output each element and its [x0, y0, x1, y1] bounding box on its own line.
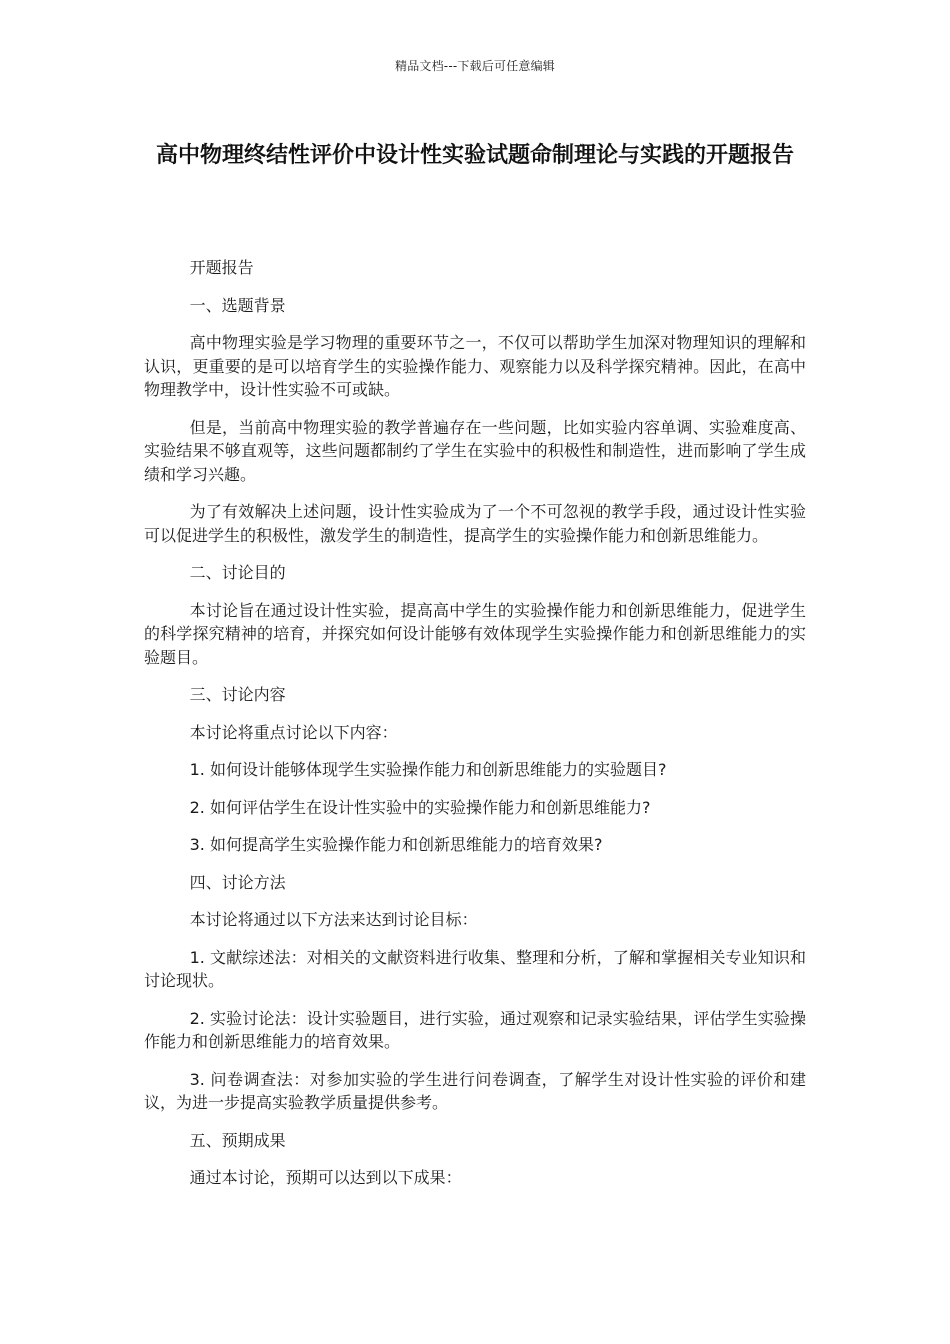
list-item-method-1: 1. 文献综述法：对相关的文献资料进行收集、整理和分析，了解和掌握相关专业知识和讨论现状。 [144, 947, 806, 990]
section-heading-method: 四、讨论方法 [189, 872, 286, 892]
paragraph-background-1: 高中物理实验是学习物理的重要环节之一，不仅可以帮助学生加深对物理知识的理解和认识，更重要的是可以培育学生的实验操作能力、观察能力以及科学探究精神。因此，在高中物理教学中，设计性实验不可或缺。 [144, 333, 806, 399]
document-body [144, 256, 806, 1204]
section-heading-background: 一、选题背景 [189, 295, 286, 315]
list-item-content-1: 1. 如何设计能够体现学生实验操作能力和创新思维能力的实验题目? [189, 760, 667, 779]
paragraph-content-intro: 本讨论将重点讨论以下内容： [189, 722, 398, 742]
paragraph-background-3: 为了有效解决上述问题，设计性实验成为了一个不可忽视的教学手段，通过设计性实验可以促进学生的积极性，激发学生的制造性，提高学生的实验操作能力和创新思维能力。 [144, 502, 806, 545]
paragraph-purpose: 本讨论旨在通过设计性实验，提高高中学生的实验操作能力和创新思维能力，促进学生的科学探究精神的培育，并探究如何设计能够有效体现学生实验操作能力和创新思维能力的实验题目。 [144, 600, 806, 667]
paragraph-outcomes-intro: 通过本讨论，预期可以达到以下成果： [189, 1168, 462, 1187]
section-heading-purpose: 二、讨论目的 [189, 563, 286, 582]
header-note: 精品文档---下载后可任意编辑 [395, 59, 555, 73]
list-item-content-3: 3. 如何提高学生实验操作能力和创新思维能力的培育效果? [189, 835, 603, 854]
list-item-method-2: 2. 实验讨论法：设计实验题目，进行实验，通过观察和记录实验结果，评估学生实验操作能力和创新思维能力的培育效果。 [144, 1008, 806, 1051]
paragraph-report-label: 开题报告 [189, 258, 254, 277]
section-heading-content: 三、讨论内容 [189, 685, 286, 704]
document-title: 高中物理终结性评价中设计性实验试题命制理论与实践的开题报告 [155, 143, 794, 168]
paragraph-method-intro: 本讨论将通过以下方法来达到讨论目标： [189, 910, 478, 929]
section-heading-outcomes: 五、预期成果 [189, 1130, 286, 1150]
list-item-method-3: 3. 问卷调查法：对参加实验的学生进行问卷调查，了解学生对设计性实验的评价和建议，为进一步提高实验教学质量提供参考。 [144, 1069, 806, 1112]
list-item-content-2: 2. 如何评估学生在设计性实验中的实验操作能力和创新思维能力? [189, 797, 651, 817]
paragraph-background-2: 但是，当前高中物理实验的教学普遍存在一些问题，比如实验内容单调、实验难度高、实验结果不够直观等，这些问题都制约了学生在实验中的积极性和制造性，进而影响了学生成绩和学习兴趣。 [144, 417, 806, 484]
